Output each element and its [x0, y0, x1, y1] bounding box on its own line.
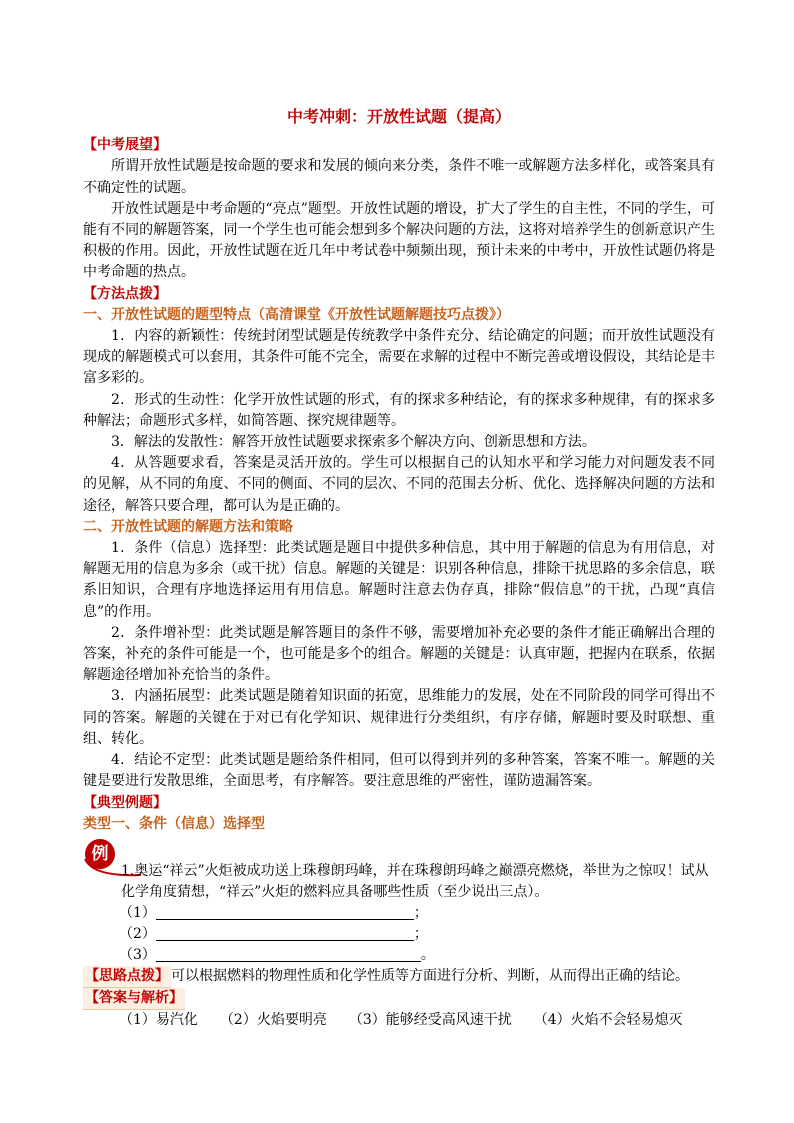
blank-label: （1）: [119, 904, 156, 921]
answer-blank-line[interactable]: [156, 926, 414, 941]
answer-blank-line[interactable]: [156, 947, 421, 962]
hint-block: [83, 966, 715, 988]
methods-heading-2: 二、开放性试题的解题方法和策略: [83, 518, 293, 535]
section-outlook: [83, 135, 715, 283]
outlook-tag: 【中考展望】: [83, 137, 167, 154]
document-content: [83, 106, 715, 1032]
outlook-paragraph-1: 所谓开放性试题是按命题的要求和发展的倾向来分类，条件不唯一或解题方法多样化，或答案具有不确定性的试题。: [83, 158, 715, 196]
answer-item: （1）易汽化: [119, 1012, 198, 1029]
answer-blank-row: [119, 903, 715, 924]
answer-item: （2）火焰要明亮: [219, 1012, 327, 1029]
feature-item: 4．从答题要求看，答案是灵活开放的。学生可以根据自己的认知水平和学习能力对问题发表不同的见解，从不同的角度、不同的侧面、不同的层次、不同的范围去分析、优化、选择解决问题的方法和途径，解答只要合理，都可认为是正确的。: [83, 455, 715, 514]
blank-end: ；: [413, 925, 428, 942]
section-examples: [83, 793, 715, 1032]
page-title: 中考冲刺：开放性试题（提高）: [286, 107, 511, 126]
answer-item: （3）能够经受高风速干扰: [348, 1012, 512, 1029]
examples-tag: 【典型例题】: [83, 794, 167, 811]
blank-end: ；: [413, 904, 428, 921]
feature-item: 3．解法的发散性：解答开放性试题要求探索多个解决方向、创新思想和方法。: [111, 434, 596, 451]
blank-label: （3）: [119, 946, 156, 963]
outlook-paragraph-2: 开放性试题是中考命题的“亮点”题型。开放性试题的增设，扩大了学生的自主性，不同的学生，可能有不同的解题答案，同一个学生也可能会想到多个解决问题的方法，这将对培养学生的创新意识产生积极的作用。因此，开放性试题在近几年中考试卷中频频出现，预计未来的中考中，开放性试题仍将是中考命题的热点。: [83, 200, 715, 281]
feature-item: 2．形式的生动性：化学开放性试题的形式，有的探求多种结论，有的探求多种规律，有的探求多种解法；命题形式多样，如简答题、探究规律题等。: [83, 391, 715, 429]
example-question: 1.奥运“祥云”火炬被成功送上珠穆朗玛峰，并在珠穆朗玛峰之巅漂亮燃烧，举世为之惊叹！试从化学角度猜想，“祥云”火炬的燃料应具备哪些性质（至少说出三点）。: [121, 862, 709, 901]
methods-tag: 【方法点拨】: [83, 285, 167, 302]
strategy-item: 1．条件（信息）选择型：此类试题是题目中提供多种信息，其中用于解题的信息为有用信息，对解题无用的信息为多余（或干扰）信息。解题的关键是：识别各种信息，排除干扰思路的多余信息，联系旧知识，合理有序地选择运用有用信息。解题时注意去伪存真，排除“假信息”的干扰，凸现“真信息”的作用。: [83, 540, 715, 620]
answer-blank-line[interactable]: [156, 905, 414, 920]
feature-item: 1．内容的新颖性：传统封闭型试题是传统教学中条件充分、结论确定的问题；而开放性试题没有现成的解题模式可以套用，其条件可能不完全，需要在求解的过程中不断完善或增设假设，其结论是丰富多彩的。: [83, 328, 715, 387]
example-badge-icon: 例: [85, 839, 115, 869]
strategy-item: 2．条件增补型：此类试题是解答题目的条件不够，需要增加补充必要的条件才能正确解出合理的答案，补充的条件可能是一个，也可能是多个的组合。解题的关键是：认真审题，把握内在联系，依据解题途径增加补充恰当的条件。: [83, 624, 715, 684]
hint-text: 可以根据燃料的物理性质和化学性质等方面进行分析、判断，从而得出正确的结论。: [171, 967, 689, 984]
strategy-item: 3．内涵拓展型：此类试题是随着知识面的拓宽，思维能力的发展，处在不同阶段的同学可得出不同的答案。解题的关键在于对已有化学知识、规律进行分类组织，有序存储，解题时要及时联想、重组、转化。: [83, 688, 715, 747]
answer-item: （4）火焰不会轻易熄灭: [533, 1012, 683, 1029]
answer-list: [119, 1010, 715, 1031]
hint-tag: 【思路点拨】: [83, 966, 171, 988]
answer-block: [83, 988, 715, 1010]
answer-blank-row: [119, 945, 715, 966]
blank-end: 。: [420, 946, 435, 963]
section-methods: [83, 284, 715, 793]
blank-label: （2）: [119, 925, 156, 942]
example-question-block: [83, 837, 715, 901]
methods-heading-1: 一、开放性试题的题型特点（高清课堂《开放性试题解题技巧点拨》）: [83, 306, 510, 323]
example-type-heading: 类型一、条件（信息）选择型: [83, 815, 265, 832]
strategy-item: 4．结论不定型：此类试题是题给条件相同，但可以得到并列的多种答案，答案不唯一。解题的关键是要进行发散思维，全面思考，有序解答。要注意思维的严密性，谨防遗漏答案。: [83, 752, 715, 790]
answer-tag: 【答案与解析】: [83, 988, 185, 1010]
answer-blank-row: [119, 924, 715, 945]
